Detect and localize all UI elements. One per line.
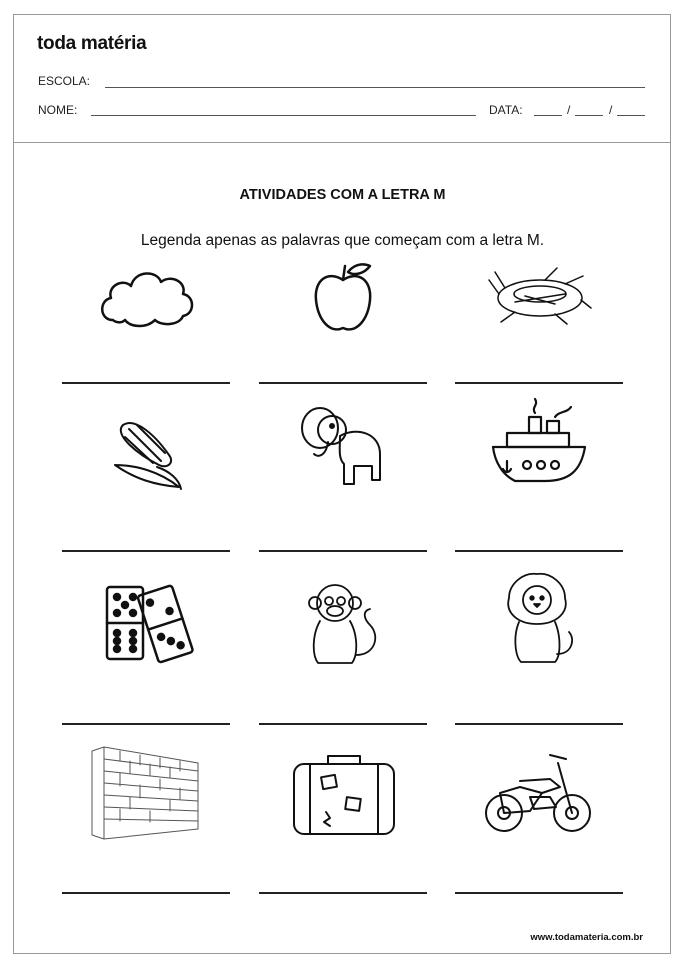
answer-line[interactable] <box>455 382 623 384</box>
answer-line[interactable] <box>259 382 427 384</box>
answer-line[interactable] <box>259 723 427 725</box>
school-field[interactable] <box>105 87 645 88</box>
footer-url: www.todamateria.com.br <box>530 932 643 943</box>
nest-icon <box>485 250 595 345</box>
instruction: Legenda apenas as palavras que começam com a letra M. <box>140 232 545 249</box>
date-separator: / <box>567 103 571 117</box>
answer-line[interactable] <box>455 550 623 552</box>
answer-line[interactable] <box>62 382 230 384</box>
school-label: ESCOLA: <box>38 74 91 88</box>
date-month-field[interactable] <box>575 115 603 116</box>
elephant-icon <box>288 400 398 495</box>
date-separator: / <box>609 103 613 117</box>
apple-icon <box>288 250 398 345</box>
answer-line[interactable] <box>62 892 230 894</box>
page-title: ATIVIDADES COM A LETRA M <box>239 187 446 203</box>
motorcycle-icon <box>480 745 590 840</box>
lion-icon <box>485 570 595 665</box>
domino-icon <box>95 575 205 670</box>
suitcase-icon <box>288 750 398 845</box>
logo: toda matéria <box>37 33 147 54</box>
date-year-field[interactable] <box>617 115 645 116</box>
answer-line[interactable] <box>259 550 427 552</box>
answer-line[interactable] <box>259 892 427 894</box>
date-day-field[interactable] <box>534 115 562 116</box>
header-divider <box>13 142 671 143</box>
date-label: DATA: <box>489 103 523 117</box>
wall-icon <box>90 745 200 840</box>
name-label: NOME: <box>38 103 78 117</box>
name-field[interactable] <box>91 115 476 116</box>
answer-line[interactable] <box>455 723 623 725</box>
ship-icon <box>485 395 595 490</box>
answer-line[interactable] <box>62 723 230 725</box>
cloud-icon <box>95 250 205 345</box>
answer-line[interactable] <box>62 550 230 552</box>
corn-icon <box>95 405 205 500</box>
monkey-icon <box>290 575 400 670</box>
answer-line[interactable] <box>455 892 623 894</box>
